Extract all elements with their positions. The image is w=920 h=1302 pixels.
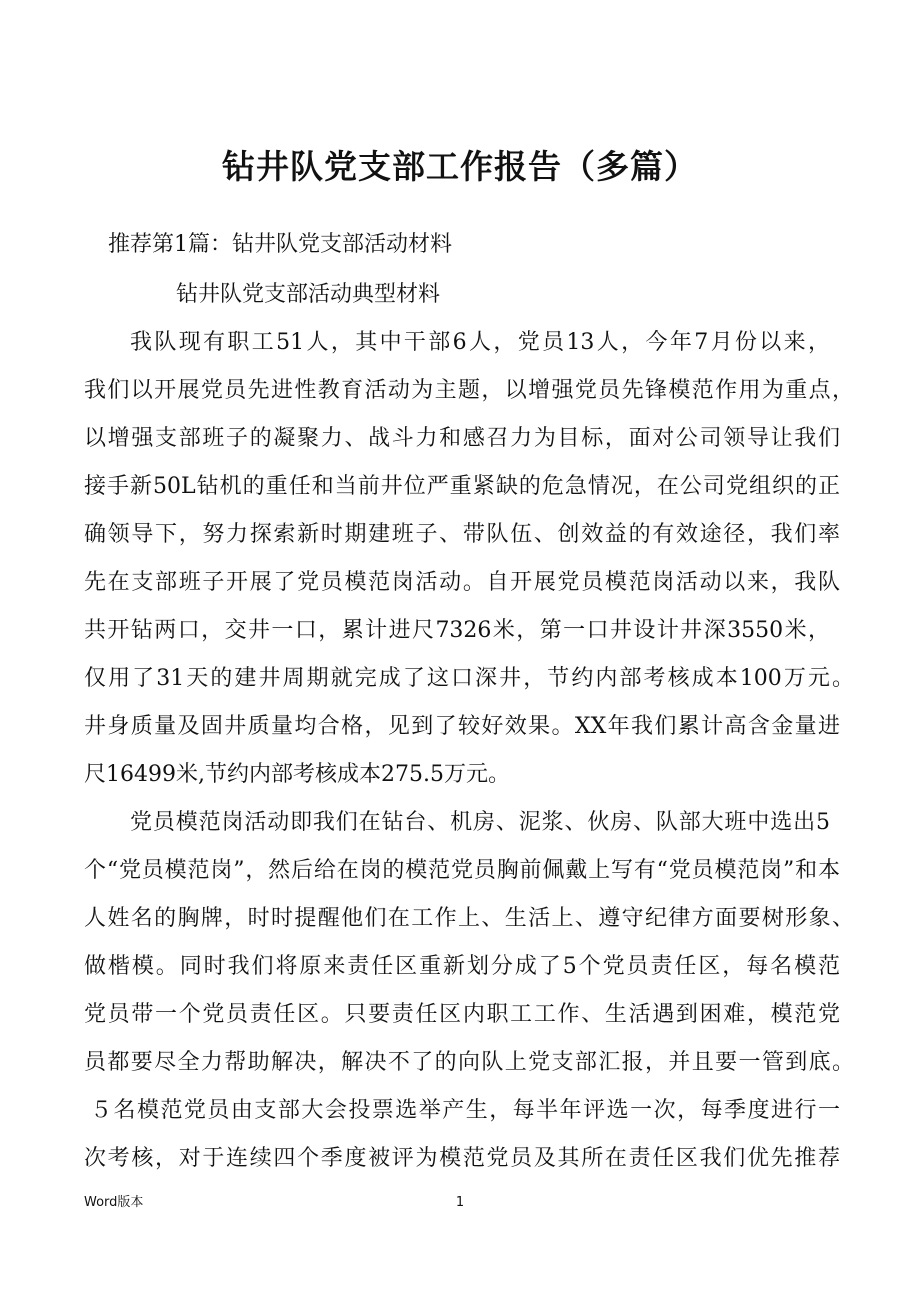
paragraph-line: 党员模范岗活动即我们在钻台、机房、泥浆、伙房、队部大班中选出5 — [130, 810, 830, 835]
footer-label: Word版本 — [84, 1195, 144, 1210]
paragraph-line: 接手新50L钻机的重任和当前井位严重紧缺的危急情况，在公司党组织的正 — [84, 474, 840, 499]
recommend-heading: 推荐第1篇：钻井队党支部活动材料 — [108, 232, 452, 257]
document-title: 钻井队党支部工作报告（多篇） — [222, 147, 698, 186]
paragraph-line: 做楷模。同时我们将原来责任区重新划分成了5个党员责任区，每名模范 — [84, 954, 840, 979]
paragraph-line: 人姓名的胸牌，时时提醒他们在工作上、生活上、遵守纪律方面要树形象、 — [84, 906, 854, 931]
paragraph-line: 次考核，对于连续四个季度被评为模范党员及其所在责任区我们优先推荐 — [84, 1146, 840, 1171]
paragraph-line: 员都要尽全力帮助解决，解决不了的向队上党支部汇报，并且要一管到底。 — [84, 1050, 854, 1075]
paragraph-line: 个“党员模范岗”，然后给在岗的模范党员胸前佩戴上写有“党员模范岗”和本 — [84, 858, 840, 883]
paragraph-line: 以增强支部班子的凝聚力、战斗力和感召力为目标，面对公司领导让我们 — [84, 426, 840, 451]
paragraph-line: 先在支部班子开展了党员模范岗活动。自开展党员模范岗活动以来，我队 — [84, 570, 840, 595]
paragraph-line: 尺16499米,节约内部考核成本275.5万元。 — [84, 762, 510, 787]
paragraph-line: 我们以开展党员先进性教育活动为主题，以增强党员先锋模范作用为重点， — [84, 378, 854, 403]
page-number: 1 — [455, 1195, 465, 1210]
paragraph-line: ５名模范党员由支部大会投票选举产生，每半年评选一次，每季度进行一 — [90, 1098, 840, 1123]
paragraph-line: 井身质量及固井质量均合格，见到了较好效果。XX年我们累计高含金量进 — [84, 714, 840, 739]
paragraph-line: 我队现有职工51人，其中干部6人，党员13人，今年7月份以来， — [130, 330, 830, 355]
paragraph-line: 仅用了31天的建井周期就完成了这口深井，节约内部考核成本100万元。 — [84, 666, 854, 691]
paragraph-line: 确领导下，努力探索新时期建班子、带队伍、创效益的有效途径，我们率 — [84, 522, 840, 547]
paragraph-line: 共开钻两口，交井一口，累计进尺7326米，第一口井设计井深3550米， — [84, 618, 830, 643]
subheading: 钻井队党支部活动典型材料 — [176, 282, 441, 307]
paragraph-line: 党员带一个党员责任区。只要责任区内职工工作、生活遇到困难，模范党 — [84, 1002, 840, 1027]
